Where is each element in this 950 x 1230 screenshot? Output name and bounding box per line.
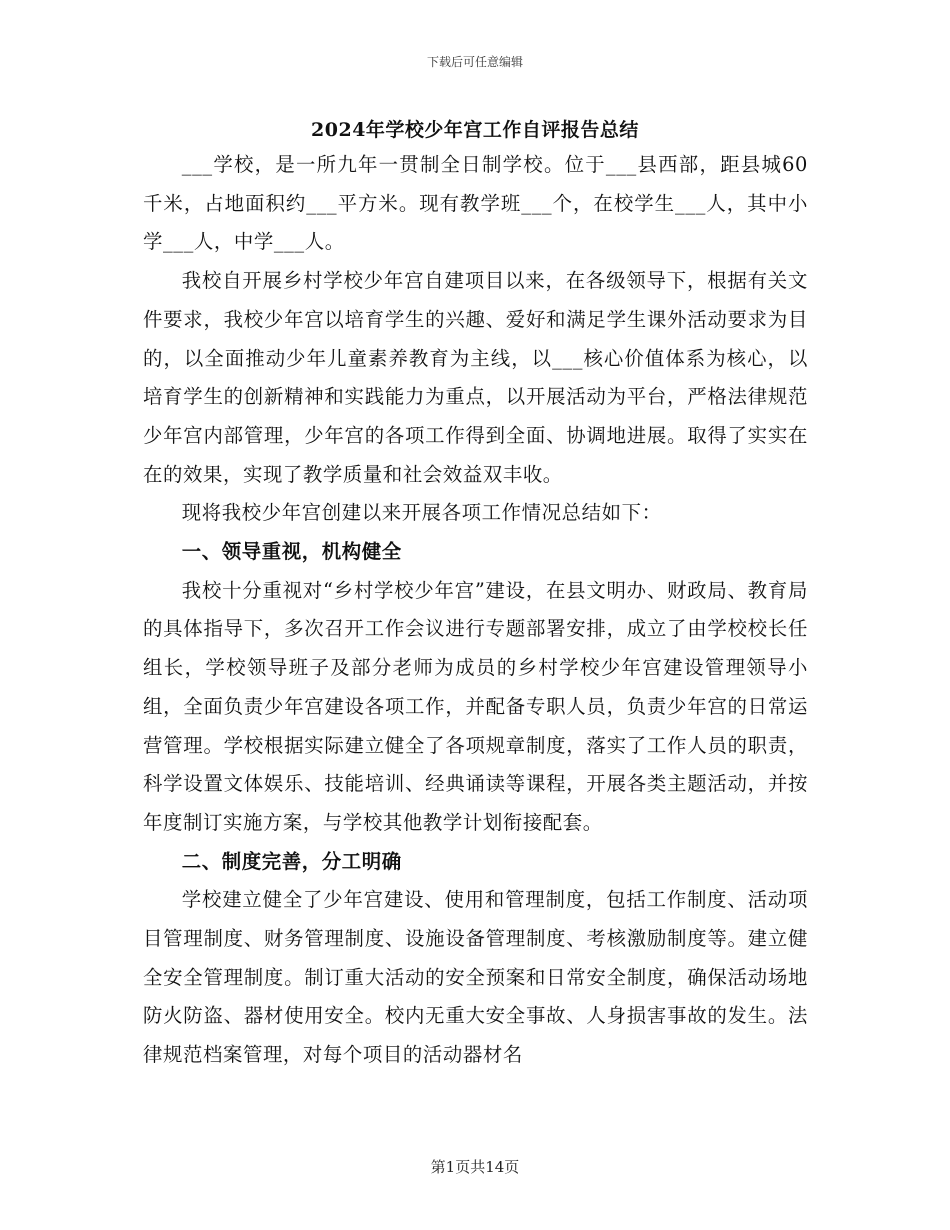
paragraph-leadership: 我校十分重视对“乡村学校少年宫”建设，在县文明办、财政局、教育局的具体指导下，多次召开工作会议进行专题部署安排，成立了由学校校长任组长，学校领导班子及部分老师为成员的乡村学校少年宫建设管理领导小组，全面负责少年宫建设各项工作，并配备专职人员，负责少年宫的日常运营管理。学校根据实际建立健全了各项规章制度，落实了工作人员的职责，科学设置文体娱乐、技能培训、经典诵读等课程，开展各类主题活动，并按年度制订实施方案，与学校其他教学计划衔接配套。 <box>143 578 808 834</box>
paragraph-school-intro: ___学校，是一所九年一贯制全日制学校。位于___县西部，距县城60千米，占地面积约___平方米。现有教学班___个，在校学生___人，其中小学___人，中学___人。 <box>143 153 808 254</box>
paragraph-summary-lead: 现将我校少年宫创建以来开展各项工作情况总结如下： <box>181 501 662 525</box>
document-title: 2024年学校少年宫工作自评报告总结 <box>311 119 639 141</box>
page-number: 第1页共14页 <box>430 1158 520 1176</box>
section-heading-leadership: 一、领导重视，机构健全 <box>181 540 402 564</box>
page-header-note: 下载后可任意编辑 <box>426 55 523 69</box>
document-body <box>143 146 808 1075</box>
section-heading-systems: 二、制度完善，分工明确 <box>181 849 402 873</box>
paragraph-systems: 学校建立健全了少年宫建设、使用和管理制度，包括工作制度、活动项目管理制度、财务管理制度、设施设备管理制度、考核激励制度等。建立健全安全管理制度。制订重大活动的安全预案和日常安全制度，确保活动场地防火防盗、器材使用安全。校内无重大安全事故、人身损害事故的发生。法律规范档案管理，对每个项目的活动器材名 <box>143 888 808 1067</box>
paragraph-project-overview: 我校自开展乡村学校少年宫自建项目以来，在各级领导下，根据有关文件要求，我校少年宫以培育学生的兴趣、爱好和满足学生课外活动要求为目的，以全面推动少年儿童素养教育为主线，以___核心价值体系为核心，以培育学生的创新精神和实践能力为重点，以开展活动为平台，严格法律规范少年宫内部管理，少年宫的各项工作得到全面、协调地进展。取得了实实在在的效果，实现了教学质量和社会效益双丰收。 <box>143 269 808 486</box>
